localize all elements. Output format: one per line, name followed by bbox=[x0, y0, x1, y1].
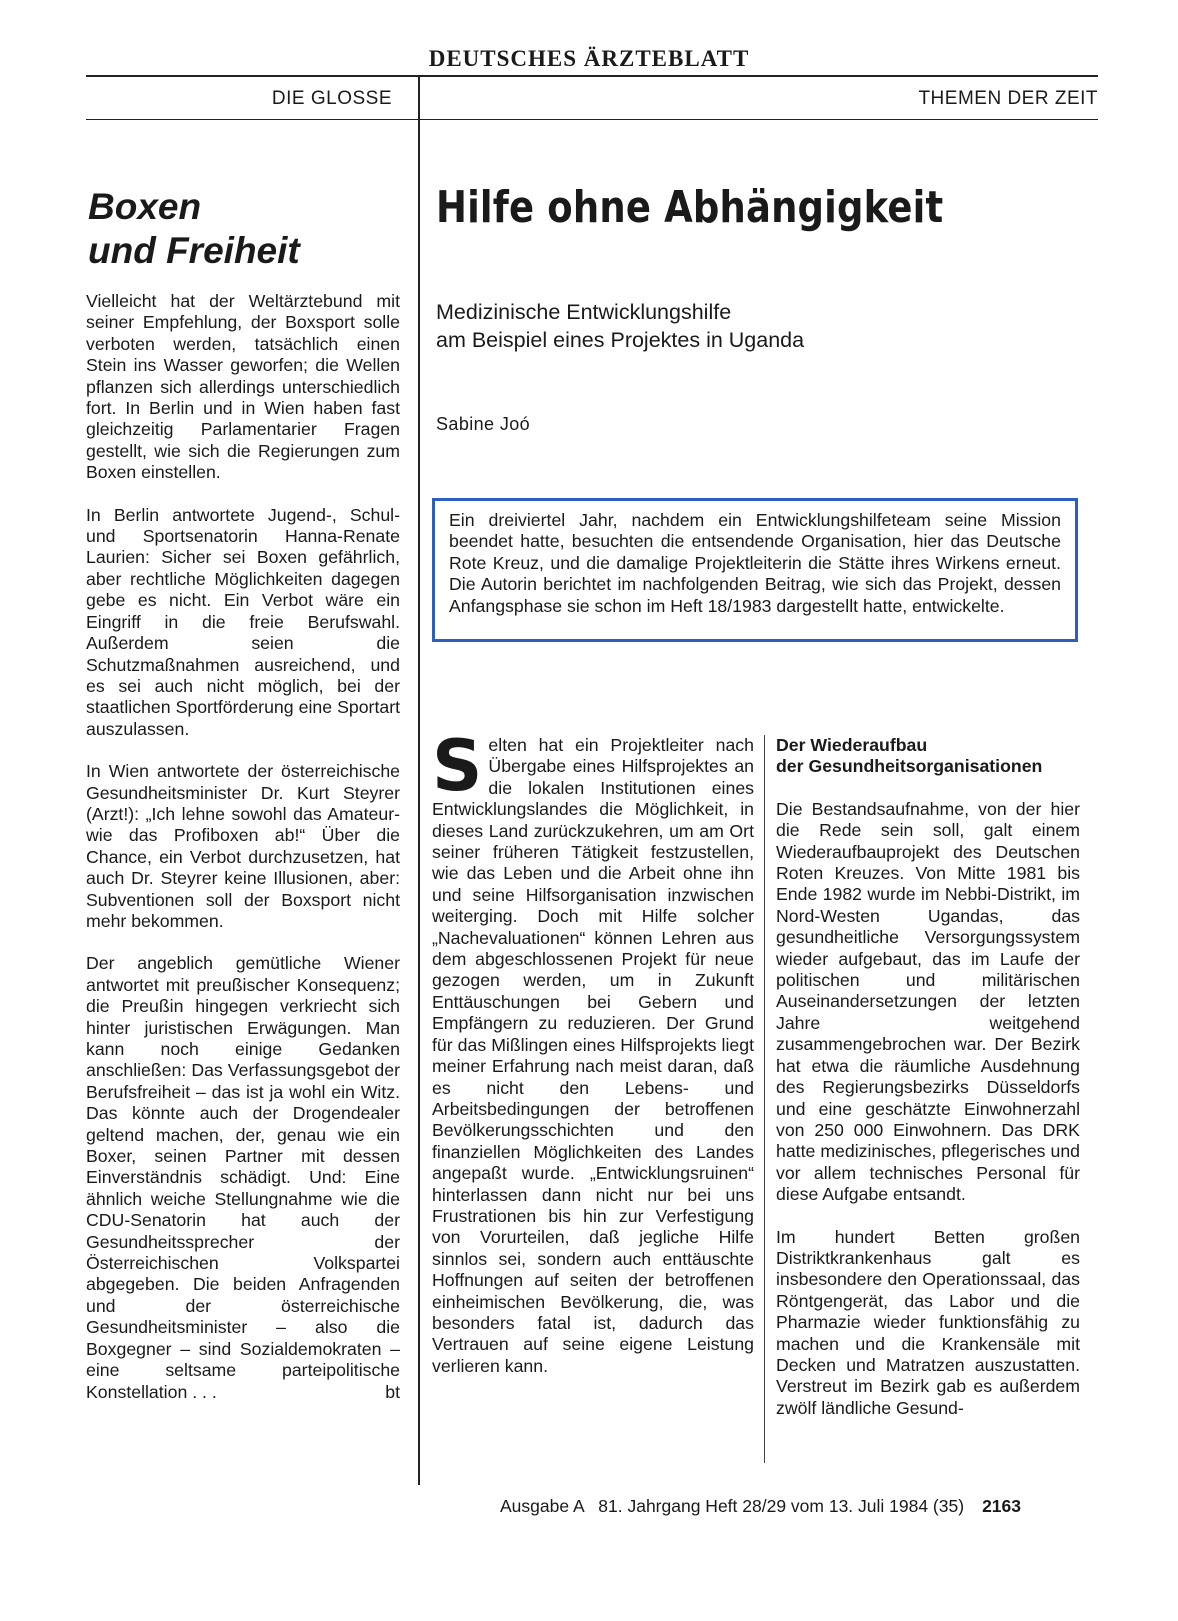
glosse-title-line1: Boxen bbox=[88, 186, 202, 227]
section-heading-line1: Der Wiederaufbau bbox=[776, 735, 928, 755]
rubric-glosse: DIE GLOSSE bbox=[271, 88, 392, 109]
glosse-paragraph: Vielleicht hat der Weltärztebund mit seiner Empfehlung, der Boxsport solle verboten werden, tatsächlich einen Stein ins Wasser geworfen; die Wellen pflanzen sich allerdings unterschiedlich fort. In Berlin und in Wien haben fast gleichzeitig Parlamentarier Fragen gestellt, wie sich die Regierungen zum Boxen einstellen. bbox=[86, 291, 400, 483]
lead-box bbox=[432, 498, 1078, 642]
glosse-paragraph-text: Der angeblich gemütliche Wiener antwortet mit preußischer Konsequenz; die Preußin hingegen verkriecht sich hinter juristischen Erwägungen. Man kann noch einige Gedanken anschließen: Das Verfassungsgebot der Berufsfreiheit – das ist ja wohl ein Witz. Das könnte auch der Drogendealer geltend machen, der, genau wie ein Boxer, seinen Partner mit dessen Einverständnis schädigt. Und: Eine ähnlich weiche Stellungnahme wie die CDU-Senatorin hat auch der Gesundheitssprecher der Österreichischen Volkspartei abgegeben. Die beiden Anfragenden und der österreichische Gesundheitsminister – also die Boxgegner – sind Sozialdemokraten – eine seltsame parteipolitische Konstellation . . . bbox=[86, 953, 400, 1402]
drop-cap: S bbox=[432, 725, 483, 807]
article-column-2 bbox=[776, 735, 1080, 1440]
issue-info: Ausgabe A 81. Jahrgang Heft 28/29 vom 13. Juli 1984 (35) bbox=[500, 1496, 965, 1516]
glosse-signature: bt bbox=[385, 1381, 400, 1402]
article-author: Sabine Joó bbox=[436, 414, 531, 434]
page-footer bbox=[500, 1496, 1021, 1517]
glosse-body bbox=[86, 291, 400, 1403]
article-col1-text: elten hat ein Projektleiter nach Übergabe eines Hilfsprojektes an die lokalen Institutionen eines Entwicklungslandes die Möglichkeit, in dieses Land zurückzukehren, um am Ort seiner früheren Tätigkeit festzustellen, wie das Leben und die Arbeit ohne ihn und seine Hilfsorganisation inzwischen weiterging. Doch mit Hilfe solcher „Nachevaluationen“ können Lehren aus dem abgeschlossenen Projekt für neue gezogen werden, um in Zukunft Enttäuschungen bei Gebern und Empfängern zu reduzieren. Der Grund für das Mißlingen eines Hilfsprojekts liegt meiner Erfahrung nach meist daran, daß es nicht den Lebens- und Arbeitsbedingungen der betroffenen Bevölkerungsschichten und den finanziellen Möglichkeiten des Landes angepaßt wurde. „Entwicklungsruinen“ hinterlassen dann nicht nur bei uns Frustrationen bis hin zur Verfestigung von Vorurteilen, daß jegliche Hilfe sinnlos sei, sondern auch enttäuschte Hoffnungen auf seiten der betroffenen einheimischen Bevölkerung, die, was besonders fatal ist, dadurch das Vertrauen auf seine eigene Leistung verlieren kann. bbox=[432, 735, 754, 1376]
glosse-title bbox=[88, 185, 408, 273]
article-subtitle bbox=[436, 298, 1076, 354]
glosse-title-line2: und Freiheit bbox=[88, 230, 300, 271]
article-paragraph: Die Bestandsaufnahme, von der hier die Rede sein soll, galt einem Wiederaufbauprojekt des Deutschen Roten Kreuzes. Von Mitte 1981 bis Ende 1982 wurde im Nebbi-Distrikt, im Nord-Westen Ugandas, das gesundheitliche Versorgungssystem wieder aufgebaut, das im Laufe der politischen und militärischen Auseinandersetzungen der letzten Jahre weitgehend zusammengebrochen war. Der Bezirk hat etwa die räumliche Ausdehnung des Regierungsbezirks Düsseldorfs und eine geschätzte Einwohnerzahl von 250 000 Einwohnern. Das DRK hatte medizinisches, pflegerisches und vor allem technisches Personal für diese Aufgabe entsandt. bbox=[776, 798, 1080, 1205]
column-divider bbox=[418, 75, 420, 1485]
lead-text: Ein dreiviertel Jahr, nachdem ein Entwicklungshilfeteam seine Mission beendet hatte, besuchten die entsendende Organisation, hier das Deutsche Rote Kreuz, und die damalige Projektleiterin die Stätte ihres Wirkens erneut. Die Autorin berichtet im nachfolgenden Beitrag, wie sich das Projekt, dessen Anfangsphase sie schon im Heft 18/1983 dargestellt hatte, entwickelte. bbox=[449, 510, 1061, 616]
masthead: DEUTSCHES ÄRZTEBLATT bbox=[428, 46, 750, 71]
article-column-divider bbox=[764, 735, 765, 1463]
glosse-paragraph: In Wien antwortete der österreichische Gesundheitsminister Dr. Kurt Steyrer (Arzt!): „Ich lehne sowohl das Amateur- wie das Profiboxen ab!“ Über die Chance, ein Verbot durchzusetzen, hat auch Dr. Steyrer keine Illusionen, aber: Subventionen soll der Boxsport nicht mehr bekommen. bbox=[86, 761, 400, 931]
header-rule-lower bbox=[86, 119, 1098, 120]
article-paragraph: Im hundert Betten großen Distriktkrankenhaus galt es insbesondere den Operationssaal, das Röntgengerät, das Labor und die Pharmazie wieder funktionsfähig zu machen und die Krankensäle mit Decken und Matratzen auszustatten. Verstreut im Bezirk gab es außerdem zwölf ländliche Gesund- bbox=[776, 1226, 1080, 1418]
subtitle-line1: Medizinische Entwicklungshilfe bbox=[436, 300, 732, 324]
header-rule bbox=[86, 75, 1098, 77]
subtitle-line2: am Beispiel eines Projektes in Uganda bbox=[436, 328, 805, 352]
section-heading bbox=[776, 735, 1080, 778]
glosse-paragraph bbox=[86, 953, 400, 1403]
glosse-paragraph: In Berlin antwortete Jugend-, Schul- und Sportsenatorin Hanna-Renate Laurien: Sicher sei Boxen gefährlich, aber rechtliche Möglichkeiten dagegen gebe es nicht. Ein Verbot wäre ein Eingriff in die freie Berufswahl. Außerdem seien die Schutzmaßnahmen ausreichend, und es sei auch nicht möglich, bei der staatlichen Sportförderung eine Sportart auszulassen. bbox=[86, 504, 400, 739]
section-heading-line2: der Gesundheitsorganisationen bbox=[776, 756, 1043, 777]
article-column-1 bbox=[432, 725, 754, 1377]
article-title: Hilfe ohne Abhängigkeit bbox=[436, 182, 944, 233]
rubric-themen: THEMEN DER ZEIT bbox=[918, 88, 1098, 109]
page-number: 2163 bbox=[982, 1496, 1021, 1516]
